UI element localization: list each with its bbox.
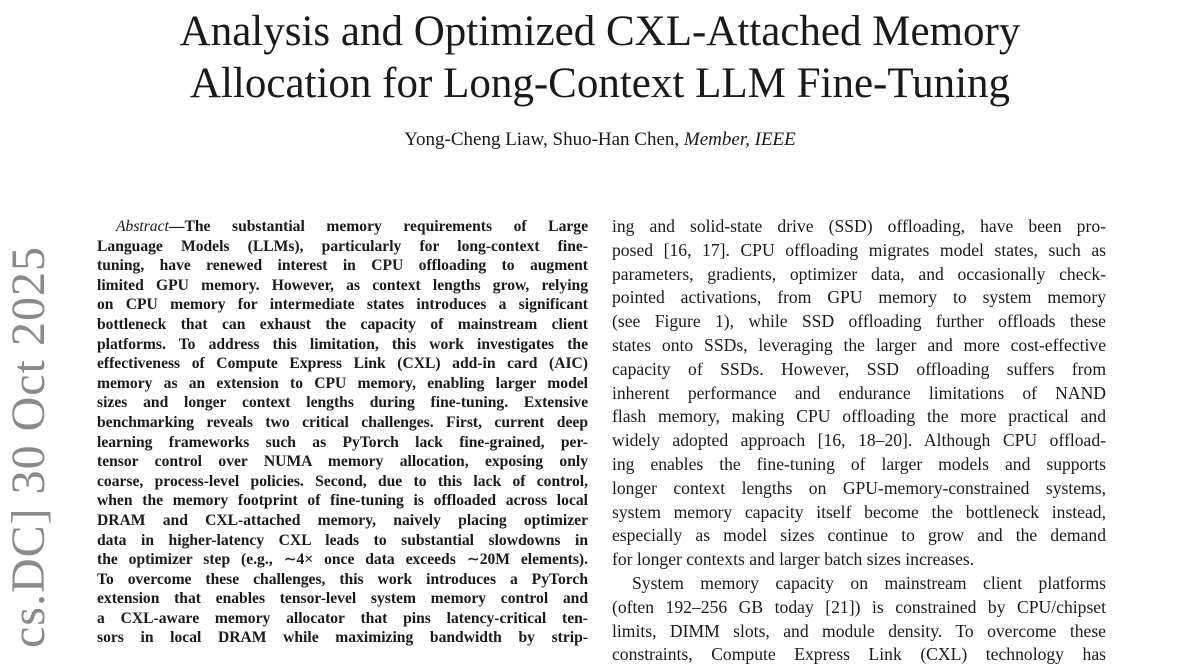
- abstract-line: when the memory footprint of fine-tuning is offloaded across local: [97, 492, 588, 510]
- abstract-line: data in higher-latency CXL leads to substantial slowdowns in: [97, 531, 588, 549]
- abstract-line: Abstract—The substantial memory requirements of Large: [116, 218, 588, 235]
- abstract-line: a CXL-aware memory allocator that pins latency-critical ten-: [97, 609, 588, 627]
- abstract-line: tuning, have renewed interest in CPU offloading to augment: [97, 257, 588, 275]
- abstract-line: Language Models (LLMs), particularly for long-context fine-: [97, 237, 588, 255]
- arxiv-side-stamp: [0, 0, 64, 648]
- body-line: constraints, Compute Express Link (CXL) technology has: [612, 644, 1106, 665]
- body-line: System memory capacity on mainstream client platforms: [632, 572, 1106, 593]
- author-names: Yong-Cheng Liaw, Shuo-Han Chen,: [404, 129, 684, 150]
- abstract-line: bottleneck that can exhaust the capacity of mainstream client: [97, 315, 588, 333]
- author-list: [0, 129, 1200, 151]
- abstract-line: the optimizer step (e.g., ∼4× once data exceeds ∼20M elements).: [97, 551, 588, 569]
- title-line-1: Analysis and Optimized CXL-Attached Memory: [179, 8, 1021, 55]
- body-line: limits, DIMM slots, and module density. To overcome these: [612, 620, 1106, 641]
- abstract-line: on CPU memory for intermediate states introduces a significant: [97, 296, 588, 314]
- abstract-line: benchmarking reveals two critical challenges. First, current deep: [97, 413, 588, 431]
- abstract-line: tensor control over NUMA memory allocation, exposing only: [97, 453, 588, 471]
- paper-title: [0, 6, 1200, 110]
- body-line: for longer contexts and larger batch sizes increases.: [612, 549, 975, 570]
- arxiv-stamp-text: cs.DC] 30 Oct 2025: [2, 246, 55, 648]
- body-line: longer context lengths on GPU-memory-constrained systems,: [612, 477, 1106, 498]
- abstract-line: sors in local DRAM while maximizing bandwidth by strip-: [97, 629, 588, 647]
- body-line: ing enables the fine-tuning of larger models and supports: [612, 453, 1106, 474]
- abstract: [97, 217, 588, 648]
- abstract-line: platforms. To address this limitation, this work investigates the: [97, 335, 588, 353]
- body-line: inherent performance and endurance limitations of NAND: [612, 382, 1106, 403]
- body-line: pointed activations, from GPU memory to system memory: [612, 287, 1106, 308]
- body-text-column: [612, 215, 1106, 667]
- body-line: capacity of SSDs. However, SSD offloading suffers from: [612, 358, 1106, 379]
- abstract-line: sizes and longer context lengths during fine-tuning. Extensive: [97, 394, 588, 412]
- abstract-line: coarse, process-level policies. Second, due to this lack of control,: [97, 472, 588, 490]
- body-line: (see Figure 1), while SSD offloading further offloads these: [612, 311, 1106, 332]
- body-line: widely adopted approach [16, 18–20]. Although CPU offload-: [612, 430, 1106, 451]
- abstract-line: DRAM and CXL-attached memory, naively placing optimizer: [97, 511, 588, 529]
- body-line: especially as model sizes continue to grow and the demand: [612, 525, 1106, 546]
- body-line: flash memory, making CPU offloading the more practical and: [612, 406, 1106, 427]
- author-membership: Member, IEEE: [683, 129, 796, 150]
- body-line: parameters, gradients, optimizer data, and occasionally check-: [612, 263, 1106, 284]
- body-line: (often 192–256 GB today [21]) is constrained by CPU/chipset: [612, 596, 1106, 617]
- title-line-2: Allocation for Long-Context LLM Fine-Tuning: [189, 60, 1011, 107]
- body-line: ing and solid-state drive (SSD) offloading, have been pro-: [612, 216, 1106, 236]
- abstract-line: limited GPU memory. However, as context lengths grow, relying: [97, 276, 588, 294]
- body-line: system memory capacity itself become the bottleneck instead,: [612, 501, 1106, 522]
- abstract-line: effectiveness of Compute Express Link (CXL) add-in card (AIC): [97, 355, 588, 373]
- body-line: posed [16, 17]. CPU offloading migrates model states, such as: [612, 239, 1106, 260]
- abstract-line: To overcome these challenges, this work introduces a PyTorch: [97, 570, 588, 588]
- abstract-line: extension that enables tensor-level system memory control and: [97, 590, 588, 608]
- abstract-label: Abstract: [116, 218, 169, 235]
- abstract-line: learning frameworks such as PyTorch lack fine-grained, per-: [97, 433, 588, 451]
- body-line: states onto SSDs, leveraging the larger and more cost-effective: [612, 334, 1106, 355]
- abstract-line: memory as an extension to CPU memory, enabling larger model: [97, 374, 588, 392]
